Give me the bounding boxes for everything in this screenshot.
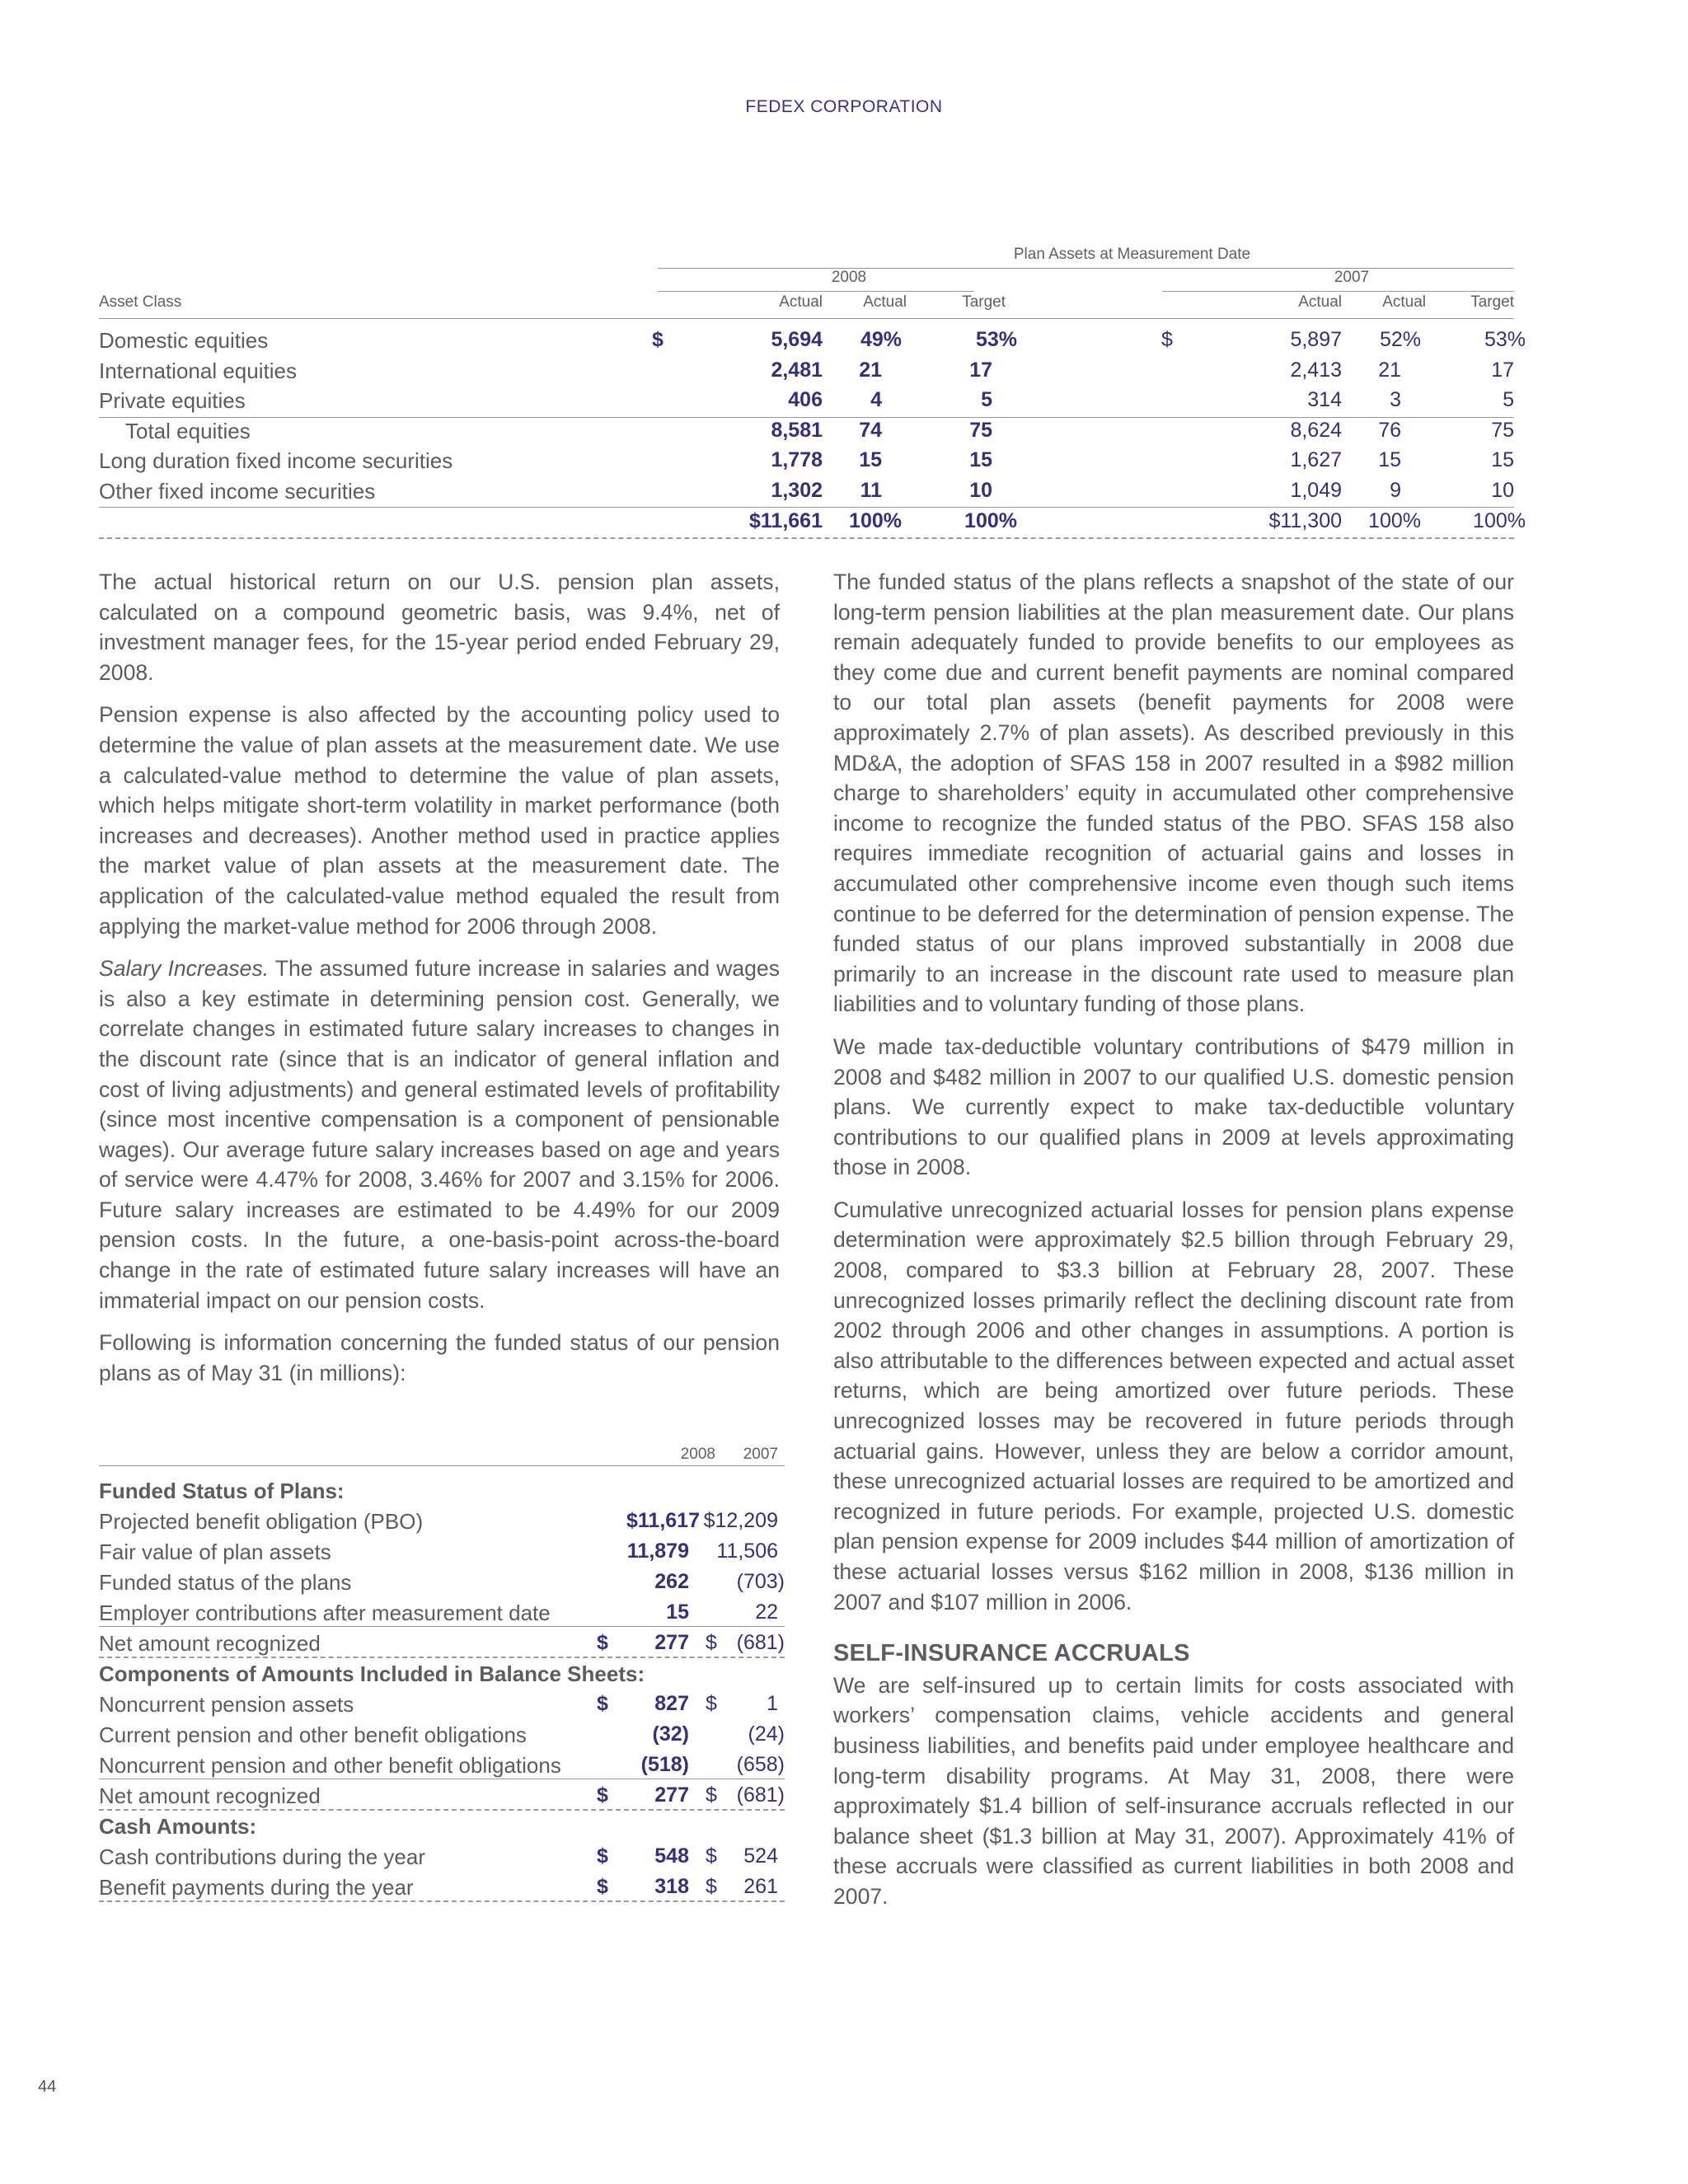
target-2007: 10 bbox=[1491, 478, 1514, 502]
target-2008: 15 bbox=[969, 448, 992, 472]
currency-symbol: $ bbox=[1161, 328, 1173, 351]
target-2007: 5 bbox=[1503, 388, 1514, 412]
actual-pct-2008: 15 bbox=[859, 448, 882, 472]
year-2008-header: 2008 bbox=[680, 1446, 715, 1463]
value-2008: 827 bbox=[654, 1692, 689, 1715]
table-row bbox=[99, 1506, 785, 1536]
asset-class-header: Asset Class bbox=[99, 293, 182, 311]
table-row-total bbox=[99, 506, 1526, 537]
value-2007: $12,209 bbox=[703, 1509, 778, 1532]
actual-pct-2007: 52% bbox=[1379, 328, 1421, 351]
table-row bbox=[99, 445, 1514, 476]
row-label: Fair value of plan assets bbox=[99, 1540, 331, 1564]
currency-symbol: $ bbox=[597, 1692, 608, 1715]
value-2008: 15 bbox=[666, 1601, 689, 1624]
table-row bbox=[99, 476, 1514, 506]
value-2008: 318 bbox=[654, 1875, 689, 1898]
divider bbox=[99, 537, 1514, 539]
value-2008: (32) bbox=[652, 1722, 689, 1746]
currency-symbol: $ bbox=[597, 1844, 608, 1868]
paragraph: Cumulative unrecognized actuarial losses for pension plans expense determination were approximately $2.5 billion through February 29, 2008, compared to $3.3 billion at February 28, 2007. These unrecognized losses primarily reflect the declining discount rate from 2002 through 2006 and other changes in assumptions. A portion is also attributable to the differences between expected and actual asset returns, which are being amortized over future periods. These unrecognized losses may be recovered in future periods through actuarial gains. However, unless they are below a corridor amount, these unrecognized actuarial losses are required to be amortized and recognized in future periods. For example, projected U.S. domestic plan pension expense for 2009 includes $44 million of amortization of these actuarial losses versus $162 million in 2008, $136 million in 2007 and $107 million in 2006. bbox=[833, 1197, 1514, 1615]
table-row bbox=[99, 355, 1514, 386]
right-column bbox=[833, 567, 1514, 1924]
actual-amount-2008: 1,302 bbox=[771, 478, 823, 502]
asset-class-label: Other fixed income securities bbox=[99, 478, 376, 504]
funded-status-table bbox=[99, 1446, 785, 1902]
value-2007: 524 bbox=[743, 1844, 778, 1868]
value-2008: $11,617 bbox=[626, 1509, 700, 1532]
divider bbox=[99, 1626, 785, 1627]
section-heading: Funded Status of Plans: bbox=[99, 1479, 345, 1503]
asset-class-label: Total equities bbox=[125, 418, 251, 443]
value-2008: 262 bbox=[654, 1570, 689, 1593]
actual-amount-2008: 2,481 bbox=[771, 358, 823, 382]
actual-amount-2008: 1,778 bbox=[771, 448, 823, 472]
value-2007: 22 bbox=[755, 1601, 778, 1624]
actual-amount-2007: 8,624 bbox=[1290, 418, 1342, 442]
salary-increases-lead: Salary Increases. bbox=[99, 956, 270, 982]
actual-amount-2008: 8,581 bbox=[771, 418, 823, 442]
row-label: Cash contributions during the year bbox=[99, 1844, 426, 1869]
table-row bbox=[99, 1719, 785, 1750]
total-actual-pct-2008: 100% bbox=[849, 509, 902, 532]
value-2008: 11,879 bbox=[626, 1540, 689, 1563]
value-2007: (681) bbox=[736, 1783, 785, 1807]
paragraph: We made tax-deductible voluntary contributions of $479 million in 2008 and $482 million in 2007 to our qualified U.S. domestic pension plans. We currently expect to make tax-deductible voluntary contributions to our qualified plans in 2009 at levels approximating those in 2008. bbox=[833, 1033, 1514, 1180]
section-heading-row bbox=[99, 1658, 785, 1689]
table-row bbox=[99, 325, 1526, 355]
actual-amount-2008: 406 bbox=[788, 388, 823, 412]
left-column bbox=[99, 567, 780, 1400]
actual-amount-2007: 1,049 bbox=[1290, 478, 1342, 502]
divider bbox=[99, 1465, 785, 1466]
total-target-2007: 100% bbox=[1473, 509, 1526, 532]
actual-pct-2008: 49% bbox=[860, 328, 902, 351]
divider bbox=[99, 318, 1514, 319]
actual-pct-2008: 21 bbox=[859, 358, 882, 382]
target-2008: 53% bbox=[975, 328, 1017, 351]
asset-class-label: International equities bbox=[99, 358, 297, 383]
asset-class-label: Private equities bbox=[99, 388, 246, 414]
value-2008: 277 bbox=[654, 1783, 689, 1807]
target-2007-header: Target bbox=[1470, 293, 1514, 311]
target-2008: 10 bbox=[969, 478, 992, 502]
page-number: 44 bbox=[38, 2078, 57, 2096]
divider bbox=[99, 1900, 785, 1902]
table-row bbox=[99, 1841, 785, 1872]
actual-amount-2007: 2,413 bbox=[1290, 358, 1342, 382]
target-2008: 5 bbox=[981, 388, 992, 412]
table-row bbox=[99, 1689, 785, 1719]
value-2007: (24) bbox=[748, 1722, 785, 1746]
row-label: Net amount recognized bbox=[99, 1783, 321, 1808]
row-label: Projected benefit obligation (PBO) bbox=[99, 1509, 424, 1534]
row-label: Current pension and other benefit obligations bbox=[99, 1722, 527, 1747]
row-label: Noncurrent pension assets bbox=[99, 1692, 354, 1717]
paragraph: The actual historical return on our U.S. pension plan assets, calculated on a compound geometric basis, was 9.4%, net of investment manager fees, for the 15-year period ended February 29, 2008. bbox=[99, 569, 780, 685]
row-label: Noncurrent pension and other benefit obligations bbox=[99, 1753, 561, 1778]
table-row bbox=[99, 1872, 785, 1902]
target-2008-header: Target bbox=[962, 293, 1006, 311]
actual-pct-2007-header: Actual bbox=[1382, 293, 1426, 311]
paragraph: We are self-insured up to certain limits for costs associated with workers’ compensation claims, vehicle accidents and general business liabilities, and benefits paid under employee healthcare and long-term disability programs. At May 31, 2008, there were approximately $1.4 billion of self-insurance accruals reflected in our balance sheet ($1.3 billion at May 31, 2007). Approximately 41% of these accruals were classified as current liabilities in both 2008 and 2007. bbox=[833, 1672, 1514, 1909]
target-2008: 75 bbox=[969, 418, 992, 442]
actual-pct-2008: 74 bbox=[859, 418, 882, 442]
section-heading: Components of Amounts Included in Balance Sheets: bbox=[99, 1661, 645, 1686]
actual-pct-2007: 21 bbox=[1378, 358, 1401, 382]
value-2007: 1 bbox=[767, 1692, 778, 1715]
paragraph bbox=[99, 954, 780, 1315]
table-row bbox=[99, 1780, 785, 1811]
page-header: FEDEX CORPORATION bbox=[745, 97, 943, 116]
salary-increases-text: The assumed future increase in salaries and wages is also a key estimate in determining pension cost. Generally, we correlate changes in estimated future salary increases to changes in the discount rate (since that is an indicator of general inflation and cost of living adjustments) and general estimated levels of profitability (since most incentive compensation is a component of pensionable wages). Our average future salary increases based on age and years of service were 4.47% for 2008, 3.46% for 2007 and 3.15% for 2006. Future salary increases are estimated to be 4.49% for our 2009 pension costs. In the future, a one-basis-point across-the-board change in the rate of estimated future salary increases will have an immaterial impact on our pension costs. bbox=[99, 956, 781, 1313]
plan-assets-super-header: Plan Assets at Measurement Date bbox=[1013, 246, 1251, 263]
target-2007: 75 bbox=[1491, 418, 1514, 442]
table-row bbox=[99, 385, 1514, 415]
total-actual-pct-2007: 100% bbox=[1368, 509, 1421, 532]
asset-class-label: Domestic equities bbox=[99, 328, 269, 353]
table-row bbox=[99, 1628, 785, 1658]
actual-amount-2007: 314 bbox=[1307, 388, 1342, 412]
target-2007: 53% bbox=[1484, 328, 1526, 351]
asset-class-label: Long duration fixed income securities bbox=[99, 448, 453, 474]
table-row bbox=[99, 1567, 785, 1597]
actual-amount-2008: 5,694 bbox=[771, 328, 823, 351]
actual-amount-2007: 5,897 bbox=[1290, 328, 1342, 351]
row-label: Benefit payments during the year bbox=[99, 1875, 414, 1900]
row-label: Net amount recognized bbox=[99, 1631, 321, 1656]
year-2008-header: 2008 bbox=[831, 269, 867, 286]
currency-symbol: $ bbox=[706, 1783, 717, 1807]
value-2007: (681) bbox=[736, 1631, 785, 1654]
value-2008: (518) bbox=[640, 1753, 689, 1776]
currency-symbol: $ bbox=[706, 1844, 717, 1868]
currency-symbol: $ bbox=[706, 1875, 717, 1898]
currency-symbol: $ bbox=[597, 1783, 608, 1807]
actual-amount-2007-header: Actual bbox=[1298, 293, 1342, 311]
section-heading: Cash Amounts: bbox=[99, 1814, 257, 1839]
row-label: Employer contributions after measurement date bbox=[99, 1601, 551, 1625]
total-actual-amount-2008: $11,661 bbox=[749, 509, 823, 532]
actual-pct-2007: 9 bbox=[1390, 478, 1401, 502]
row-label: Funded status of the plans bbox=[99, 1570, 352, 1595]
actual-pct-2007: 76 bbox=[1378, 418, 1401, 442]
table-row bbox=[99, 1597, 785, 1628]
paragraph: Pension expense is also affected by the accounting policy used to determine the value of plan assets at the measurement date. We use a calculated-value method to determine the value of plan assets, which helps mitigate short-term volatility in market performance (both increases and decreases). Another method used in practice applies the market value of plan assets at the measurement date. The application of the calculated-value method equaled the result from applying the market-value method for 2006 through 2008. bbox=[99, 702, 780, 939]
value-2007: (703) bbox=[736, 1570, 785, 1593]
paragraph: Following is information concerning the funded status of our pension plans as of May 31 (in millions): bbox=[99, 1330, 780, 1385]
plan-assets-table bbox=[99, 246, 1526, 536]
section-heading-row bbox=[99, 1811, 785, 1841]
total-target-2008: 100% bbox=[964, 509, 1017, 532]
target-2008: 17 bbox=[969, 358, 992, 382]
table-row bbox=[99, 415, 1514, 446]
paragraph: The funded status of the plans reflects a snapshot of the state of our long-term pension liabilities at the plan measurement date. Our plans remain adequately funded to provide benefits to our employees as they come due and current benefit payments are nominal compared to our total plan assets (benefit payments for 2008 were approximately 2.7% of plan assets). As described previously in this MD&A, the adoption of SFAS 158 in 2007 resulted in a $982 million charge to shareholders’ equity in accumulated other comprehensive income to recognize the funded status of the PBO. SFAS 158 also requires immediate recognition of actuarial gains and losses in accumulated other comprehensive income even though such items continue to be deferred for the determination of pension expense. The funded status of our plans improved substantially in 2008 due primarily to an increase in the discount rate used to measure plan liabilities and to voluntary funding of those plans. bbox=[833, 569, 1514, 1017]
currency-symbol: $ bbox=[597, 1875, 608, 1898]
currency-symbol: $ bbox=[652, 328, 663, 351]
actual-pct-2008: 4 bbox=[870, 388, 882, 412]
year-2007-header: 2007 bbox=[743, 1446, 778, 1463]
currency-symbol: $ bbox=[706, 1692, 717, 1715]
value-2007: 11,506 bbox=[716, 1540, 778, 1563]
total-actual-amount-2007: $11,300 bbox=[1268, 509, 1342, 532]
actual-pct-2008: 11 bbox=[860, 478, 882, 502]
year-2007-header: 2007 bbox=[1334, 269, 1370, 286]
table-row bbox=[99, 1750, 785, 1780]
actual-amount-2008-header: Actual bbox=[779, 293, 823, 311]
currency-symbol: $ bbox=[706, 1631, 717, 1654]
actual-pct-2007: 3 bbox=[1390, 388, 1401, 412]
value-2008: 277 bbox=[654, 1631, 689, 1654]
value-2007: (658) bbox=[736, 1753, 785, 1776]
actual-amount-2007: 1,627 bbox=[1290, 448, 1342, 472]
currency-symbol: $ bbox=[597, 1631, 608, 1654]
target-2007: 17 bbox=[1491, 358, 1514, 382]
value-2007: 261 bbox=[743, 1875, 778, 1898]
table-row bbox=[99, 1536, 785, 1567]
section-heading-row bbox=[99, 1475, 785, 1506]
actual-pct-2008-header: Actual bbox=[863, 293, 907, 311]
actual-pct-2007: 15 bbox=[1378, 448, 1401, 472]
section-title: SELF-INSURANCE ACCRUALS bbox=[833, 1640, 1190, 1667]
value-2008: 548 bbox=[654, 1844, 689, 1868]
target-2007: 15 bbox=[1491, 448, 1514, 472]
